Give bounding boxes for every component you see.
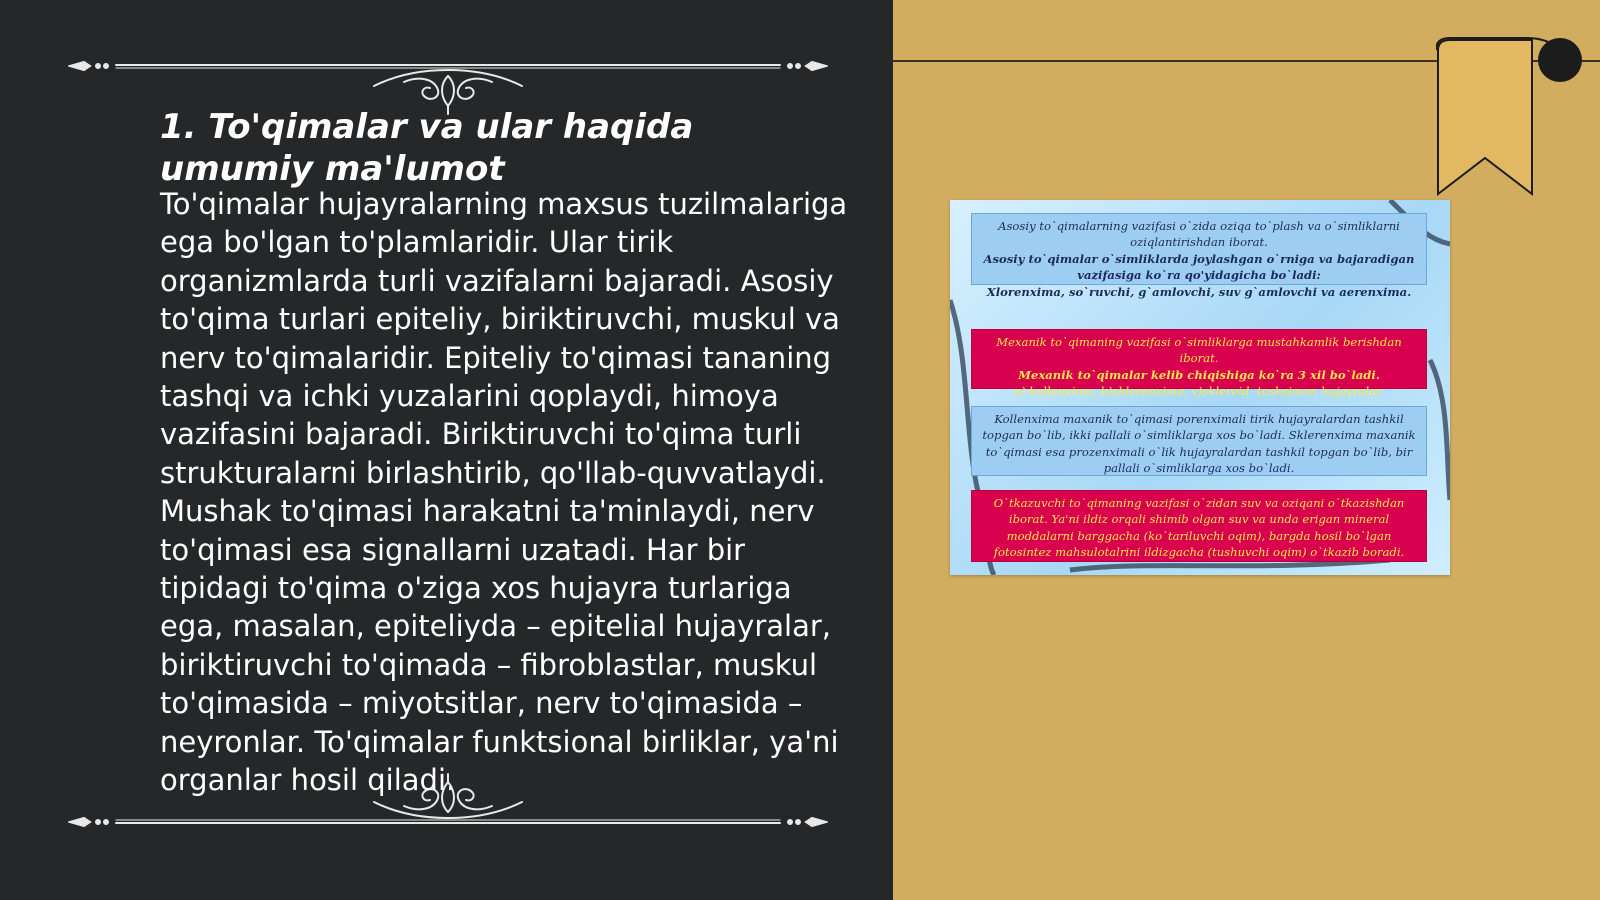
figure-box-line: Mexanik to`qimaning vazifasi o`simliklarga mustahkamlik berishdan iborat. bbox=[996, 335, 1402, 366]
figure-box-line: Kollenxima maxanik to`qimasi porenximali tirik hujayralardan tashkil topgan bo`lib, ikki pallali o`simliklarga xos bo`ladi. Sklerenxima maxanik to`qimasi esa prozenximali o`lik hujayralardan tashkil topgan bo`lib, bir pallali o`simliklarga xos bo`ladi. bbox=[982, 412, 1416, 476]
figure-box-line: Mexanik to`qimalar kelib chiqishiga ko`ra 3 xil bo`ladi. bbox=[1018, 367, 1380, 382]
figure-box-conductive-tissue bbox=[971, 490, 1427, 562]
figure-image bbox=[950, 200, 1450, 575]
bookmark-ribbon-icon bbox=[1436, 36, 1600, 200]
figure-box-line: Asosiy to`qimalar o`simliklarda joylashgan o`rniga va bajaradigan vazifasiga ko`ra qo'yidagicha bo`ladi: bbox=[983, 251, 1415, 283]
figure-box-line: a) kollenxima, b)sklerenxima, v)sklereid- toshsimon hujayralar. bbox=[1014, 384, 1384, 399]
figure-box-line: O`tkazuvchi to`qimaning vazifasi o`zidan suv va oziqani o`tkazishdan iborat. Ya'ni ildiz orqali shimib olgan suv va unda erigan mineral moddalarni barggacha (ko`tariluvchi oqim), bargda hosil bo`lgan fotosintez mahsulotalrini ildizgacha (tushuvchi oqim) o`tkazib boradi. bbox=[993, 496, 1405, 560]
figure-box-line: Xlorenxima, so`ruvchi, g`amlovchi, suv g`amlovchi va aerenxima. bbox=[986, 284, 1412, 299]
figure-box-mechanical-tissue bbox=[971, 329, 1427, 399]
figure-box-basic-tissue bbox=[971, 213, 1427, 299]
slide-body-text: To'qimalar hujayralarning maxsus tuzilmalariga ega bo'lgan to'plamlaridir. Ular tirik organizmlarda turli vazifalarni bajaradi. Asosiy to'qima turlari epiteliy, biriktiruvchi, muskul va nerv to'qimalaridir. Epiteliy to'qimasi tananing tashqi va ichki yuzalarini qoplaydi, himoya vazifasini bajaradi. Biriktiruvchi to'qima turli strukturalarni birlashtirib, qo'llab-quvvatlaydi. Mushak to'qimasi harakatni ta'minlaydi, nerv to'qimasi esa signallarni uzatadi. Har bir tipidagi to'qima o'ziga xos hujayra turlariga ega, masalan, epiteliyda – epitelial hujayralar, biriktiruvchi to'qimada – fibroblastlar, muskul to'qimasida – miyotsitlar, nerv to'qimasida – neyronlar. To'qimalar funktsional birliklar, ya'ni organlar hosil qiladi. bbox=[160, 187, 848, 798]
figure-box-line: Asosiy to`qimalarning vazifasi o`zida oziqa to`plash va o`simliklarni oziqlantirishdan iborat. bbox=[998, 219, 1400, 250]
figure-box-collenchyma bbox=[971, 406, 1427, 476]
slide-title: 1. To'qimalar va ular haqida umumiy ma'lumot bbox=[160, 107, 694, 189]
